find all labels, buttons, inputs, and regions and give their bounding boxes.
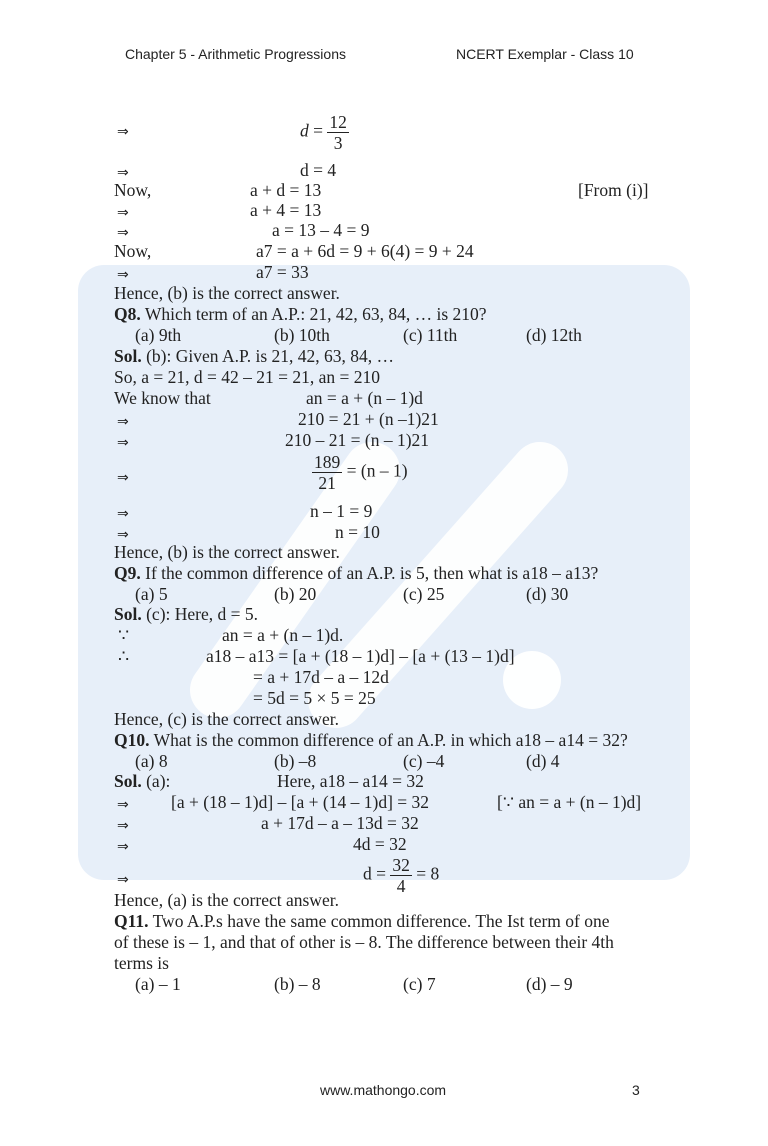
running-header-chapter: Chapter 5 - Arithmetic Progressions: [125, 46, 346, 62]
implies-icon: ⇒: [117, 470, 129, 486]
equation-line: an = a + (n – 1)d.: [222, 625, 344, 645]
implies-icon: ⇒: [117, 225, 129, 241]
equation-line: [a + (18 – 1)d] – [a + (14 – 1)d] = 32: [171, 792, 430, 812]
equation-line: Here, a18 – a14 = 32: [277, 771, 424, 791]
equation-line: a = 13 – 4 = 9: [272, 220, 370, 240]
equation-line: = 5d = 5 × 5 = 25: [253, 688, 376, 708]
equation-line: a7 = 33: [256, 262, 309, 282]
implies-icon: ⇒: [117, 527, 129, 543]
solution-line: We know that: [114, 388, 211, 408]
footer-website-link[interactable]: www.mathongo.com: [320, 1082, 447, 1098]
therefore-icon: ∴: [118, 646, 130, 666]
equation-line: 210 – 21 = (n – 1)21: [285, 430, 430, 450]
equation-line: d = $\frac{12}{3}$: [300, 112, 347, 153]
solution-line: So, a = 21, d = 42 – 21 = 21, an = 210: [114, 367, 380, 387]
question-q11-line: of these is – 1, and that of other is – 8. The difference between their 4th: [114, 932, 614, 952]
implies-icon: ⇒: [117, 872, 129, 888]
answer-conclusion: Hence, (b) is the correct answer.: [114, 283, 340, 303]
option-a: (a) 8: [135, 751, 168, 771]
question-q10: Q10. What is the common difference of an A.P. in which a18 – a14 = 32?: [114, 730, 628, 750]
page-number: 3: [632, 1082, 640, 1098]
option-a: (a) 5: [135, 584, 168, 604]
option-d: (d) 12th: [526, 325, 582, 345]
question-q9: Q9. If the common difference of an A.P. is 5, then what is a18 – a13?: [114, 563, 599, 583]
option-c: (c) 11th: [403, 325, 458, 345]
equation-line: a + 17d – a – 13d = 32: [261, 813, 419, 833]
option-a: (a) 9th: [135, 325, 182, 345]
solution-heading: Sol. (a):: [114, 771, 171, 791]
question-q11: Q11. Two A.P.s have the same common difference. The Ist term of one: [114, 911, 610, 931]
equation-line: a18 – a13 = [a + (18 – 1)d] – [a + (13 – 1)d]: [206, 646, 515, 666]
answer-conclusion: Hence, (c) is the correct answer.: [114, 709, 339, 729]
equation-line: n = 10: [335, 522, 380, 542]
equation-line: 210 = 21 + (n –1)21: [298, 409, 439, 429]
equation-line: 4d = 32: [353, 834, 407, 854]
question-q11-line: terms is: [114, 953, 169, 973]
solution-heading: Sol. (b): Given A.P. is 21, 42, 63, 84, …: [114, 346, 395, 366]
option-d: (d) – 9: [526, 974, 573, 994]
implies-icon: ⇒: [117, 124, 129, 140]
option-c: (c) 25: [403, 584, 445, 604]
label-now: Now,: [114, 180, 152, 200]
implies-icon: ⇒: [117, 818, 129, 834]
because-icon: ∵: [118, 625, 130, 645]
option-d: (d) 4: [526, 751, 560, 771]
equation-line: d = 4: [300, 160, 337, 180]
equation-line: a + d = 13: [250, 180, 322, 200]
answer-conclusion: Hence, (b) is the correct answer.: [114, 542, 340, 562]
option-a: (a) – 1: [135, 974, 181, 994]
implies-icon: ⇒: [117, 267, 129, 283]
implies-icon: ⇒: [117, 414, 129, 430]
answer-conclusion: Hence, (a) is the correct answer.: [114, 890, 339, 910]
equation-note: [From (i)]: [578, 180, 649, 200]
equation-line: = a + 17d – a – 12d: [253, 667, 389, 687]
equation-line: an = a + (n – 1)d: [306, 388, 423, 408]
option-b: (b) 10th: [274, 325, 330, 345]
option-c: (c) –4: [403, 751, 445, 771]
solution-heading: Sol. (c): Here, d = 5.: [114, 604, 259, 624]
equation-note: [∵ an = a + (n – 1)d]: [497, 792, 642, 812]
option-c: (c) 7: [403, 974, 436, 994]
option-b: (b) – 8: [274, 974, 321, 994]
equation-line: a + 4 = 13: [250, 200, 322, 220]
equation-line: a7 = a + 6d = 9 + 6(4) = 9 + 24: [256, 241, 474, 261]
implies-icon: ⇒: [117, 797, 129, 813]
equation-line: d = $\frac{32}{4}$ = 8: [363, 855, 440, 896]
equation-line: $\frac{189}{21}$ = (n – 1): [314, 452, 408, 493]
implies-icon: ⇒: [117, 165, 129, 181]
implies-icon: ⇒: [117, 839, 129, 855]
running-header-book: NCERT Exemplar - Class 10: [456, 46, 634, 62]
implies-icon: ⇒: [117, 205, 129, 221]
option-b: (b) 20: [274, 584, 317, 604]
option-b: (b) –8: [274, 751, 317, 771]
implies-icon: ⇒: [117, 435, 129, 451]
implies-icon: ⇒: [117, 506, 129, 522]
label-now: Now,: [114, 241, 152, 261]
question-q8: Q8. Which term of an A.P.: 21, 42, 63, 84, … is 210?: [114, 304, 487, 324]
option-d: (d) 30: [526, 584, 569, 604]
equation-line: n – 1 = 9: [310, 501, 373, 521]
